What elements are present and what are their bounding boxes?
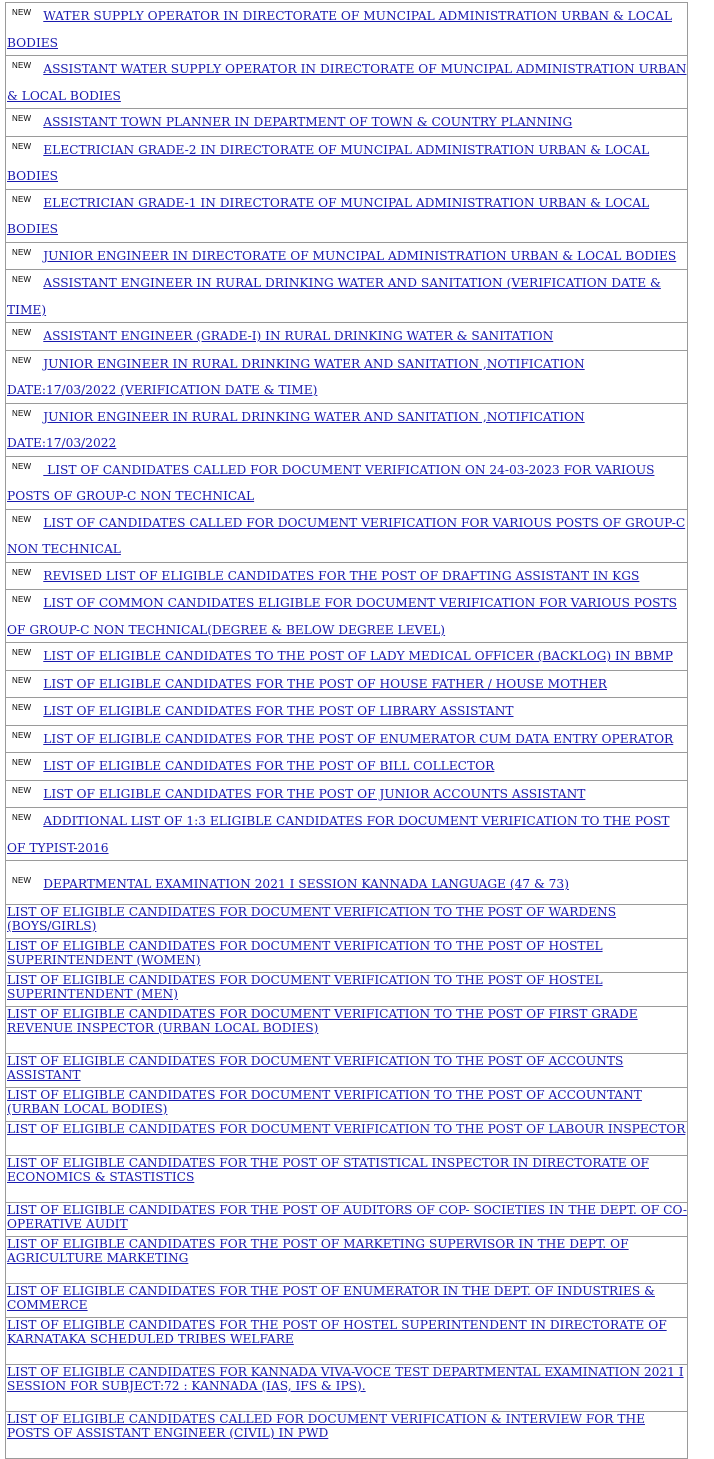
notice-link[interactable]: LIST OF ELIGIBLE CANDIDATES FOR THE POST OF BILL COLLECTOR xyxy=(43,759,495,773)
new-notice-cell-content xyxy=(7,190,687,242)
notice-link[interactable]: LIST OF ELIGIBLE CANDIDATES FOR DOCUMENT VERIFICATION TO THE POST OF WARDENS (BOYS/GIRLS) xyxy=(7,905,617,933)
notice-cell xyxy=(6,905,688,939)
notice-row xyxy=(6,1122,688,1156)
notice-link[interactable]: LIST OF ELIGIBLE CANDIDATES CALLED FOR DOCUMENT VERIFICATION & INTERVIEW FOR THE POSTS OF ASSISTANT ENGINEER (CIVIL) IN PWD xyxy=(7,1412,645,1440)
notice-cell xyxy=(6,1007,688,1054)
notice-link[interactable]: LIST OF ELIGIBLE CANDIDATES FOR THE POST OF ENUMERATOR CUM DATA ENTRY OPERATOR xyxy=(43,731,674,746)
new-notice-cell xyxy=(6,270,688,323)
notice-link[interactable]: ELECTRICIAN GRADE-2 IN DIRECTORATE OF MUNCIPAL ADMINISTRATION URBAN & LOCAL BODIES xyxy=(7,142,650,183)
new-notice-row xyxy=(6,323,688,351)
notice-link[interactable]: LIST OF ELIGIBLE CANDIDATES FOR THE POST OF JUNIOR ACCOUNTS ASSISTANT xyxy=(43,786,586,801)
notice-cell xyxy=(6,1122,688,1156)
notice-link[interactable]: LIST OF ELIGIBLE CANDIDATES FOR DOCUMENT VERIFICATION TO THE POST OF HOSTEL SUPERINTENDENT (MEN) xyxy=(7,973,603,1001)
new-notice-row xyxy=(6,753,688,781)
new-notice-row xyxy=(6,562,688,590)
new-notice-cell-content xyxy=(7,590,687,642)
new-badge-icon: NEW xyxy=(12,730,32,740)
notice-link[interactable]: ASSISTANT TOWN PLANNER IN DEPARTMENT OF TOWN & COUNTRY PLANNING xyxy=(43,115,573,129)
notice-row xyxy=(6,1054,688,1088)
notice-cell xyxy=(6,1054,688,1088)
new-badge-icon: NEW xyxy=(12,141,32,151)
new-notice-row xyxy=(6,670,688,698)
new-notice-cell-content xyxy=(7,643,687,670)
new-notice-row xyxy=(6,725,688,753)
new-notice-row xyxy=(6,861,688,905)
new-badge-icon: NEW xyxy=(12,61,32,70)
new-notice-cell-content xyxy=(7,323,687,350)
notice-link[interactable]: LIST OF ELIGIBLE CANDIDATES FOR DOCUMENT VERIFICATION TO THE POST OF ACCOUNTS ASSISTANT xyxy=(7,1054,624,1082)
new-notice-row xyxy=(6,698,688,726)
notice-link[interactable]: LIST OF ELIGIBLE CANDIDATES FOR THE POST OF ENUMERATOR IN THE DEPT. OF INDUSTRIES & COMMERCE xyxy=(7,1284,655,1312)
new-notice-cell-content xyxy=(7,56,687,108)
new-notice-row xyxy=(6,189,688,242)
notice-link[interactable]: DEPARTMENTAL EXAMINATION 2021 I SESSION KANNADA LANGUAGE (47 & 73) xyxy=(43,877,569,891)
notice-link[interactable]: ASSISTANT WATER SUPPLY OPERATOR IN DIRECTORATE OF MUNCIPAL ADMINISTRATION URBAN & LOCAL BODIES xyxy=(7,62,687,103)
notice-row xyxy=(6,905,688,939)
new-notice-cell-content xyxy=(7,861,687,898)
new-badge-icon: NEW xyxy=(12,703,32,712)
new-badge-icon: NEW xyxy=(12,461,32,471)
new-notice-cell xyxy=(6,350,688,403)
new-badge-icon: NEW xyxy=(12,758,32,767)
new-notice-row xyxy=(6,270,688,323)
new-badge-icon: NEW xyxy=(12,675,32,685)
new-notice-cell-content xyxy=(7,351,687,403)
notice-link[interactable]: LIST OF COMMON CANDIDATES ELIGIBLE FOR DOCUMENT VERIFICATION FOR VARIOUS POSTS OF GROUP-C NON TECHNICAL(DEGREE & BELOW DEGREE LEVEL) xyxy=(7,596,677,637)
notice-cell-content xyxy=(7,1365,687,1392)
new-notice-row xyxy=(6,808,688,861)
notice-link[interactable]: LIST OF CANDIDATES CALLED FOR DOCUMENT VERIFICATION FOR VARIOUS POSTS OF GROUP-C NON TECHNICAL xyxy=(7,515,686,556)
notice-cell-content xyxy=(7,1088,687,1115)
notice-cell xyxy=(6,973,688,1007)
new-notice-cell-content xyxy=(7,726,687,753)
notices-table xyxy=(5,2,688,1459)
notice-row xyxy=(6,1088,688,1122)
new-badge-icon: NEW xyxy=(12,8,32,17)
notice-link[interactable]: LIST OF ELIGIBLE CANDIDATES FOR THE POST OF HOSTEL SUPERINTENDENT IN DIRECTORATE OF KARNATAKA SCHEDULED TRIBES WELFARE xyxy=(7,1318,667,1346)
new-notice-cell-content xyxy=(7,671,687,698)
new-notice-cell-content xyxy=(7,510,687,562)
notice-link[interactable]: LIST OF ELIGIBLE CANDIDATES FOR THE POST OF LIBRARY ASSISTANT xyxy=(43,704,514,718)
new-notice-row xyxy=(6,56,688,109)
notice-link[interactable]: JUNIOR ENGINEER IN RURAL DRINKING WATER AND SANITATION ,NOTIFICATION DATE:17/03/2022 xyxy=(7,409,585,450)
new-notice-cell xyxy=(6,725,688,753)
notice-cell-content xyxy=(7,1156,687,1183)
new-notice-cell xyxy=(6,56,688,109)
new-notice-row xyxy=(6,780,688,808)
notice-cell-content xyxy=(7,905,687,932)
new-notice-cell-content xyxy=(7,3,687,55)
notice-link[interactable]: LIST OF ELIGIBLE CANDIDATES FOR DOCUMENT VERIFICATION TO THE POST OF HOSTEL SUPERINTENDENT (WOMEN) xyxy=(7,939,603,967)
notice-link[interactable]: LIST OF ELIGIBLE CANDIDATES TO THE POST OF LADY MEDICAL OFFICER (BACKLOG) IN BBMP xyxy=(43,649,673,663)
new-badge-icon: NEW xyxy=(12,247,32,257)
new-notice-cell xyxy=(6,136,688,189)
notice-cell xyxy=(6,1365,688,1412)
new-notice-row xyxy=(6,643,688,671)
new-notice-cell-content xyxy=(7,109,687,136)
new-badge-icon: NEW xyxy=(12,813,32,822)
new-notice-cell-content xyxy=(7,808,687,860)
notice-link[interactable]: LIST OF ELIGIBLE CANDIDATES FOR THE POST OF HOUSE FATHER / HOUSE MOTHER xyxy=(43,676,607,691)
notice-link[interactable]: LIST OF ELIGIBLE CANDIDATES FOR THE POST OF MARKETING SUPERVISOR IN THE DEPT. OF AGRICULTURE MARKETING xyxy=(7,1237,629,1265)
new-notice-row xyxy=(6,456,688,509)
new-badge-icon: NEW xyxy=(12,595,32,604)
new-notice-cell-content xyxy=(7,781,687,808)
new-notice-row xyxy=(6,403,688,456)
new-notice-cell-content xyxy=(7,243,687,270)
notice-row xyxy=(6,1284,688,1318)
new-badge-icon: NEW xyxy=(12,355,32,365)
new-badge-icon: NEW xyxy=(12,876,32,885)
notice-cell-content xyxy=(7,1412,687,1439)
new-notice-row xyxy=(6,509,688,562)
notice-link[interactable]: LIST OF ELIGIBLE CANDIDATES FOR DOCUMENT VERIFICATION TO THE POST OF ACCOUNTANT (URBAN LOCAL BODIES) xyxy=(7,1088,642,1116)
notice-cell xyxy=(6,1088,688,1122)
notice-cell-content xyxy=(7,1122,687,1136)
notice-link[interactable]: JUNIOR ENGINEER IN DIRECTORATE OF MUNCIPAL ADMINISTRATION URBAN & LOCAL BODIES xyxy=(43,248,677,263)
notice-link[interactable]: LIST OF ELIGIBLE CANDIDATES FOR THE POST OF STATISTICAL INSPECTOR IN DIRECTORATE OF ECONOMICS & STASTISTICS xyxy=(7,1156,649,1184)
notice-link[interactable]: LIST OF ELIGIBLE CANDIDATES FOR DOCUMENT VERIFICATION TO THE POST OF LABOUR INSPECTOR xyxy=(7,1122,686,1136)
notice-cell-content xyxy=(7,1007,687,1034)
new-notice-cell xyxy=(6,456,688,509)
new-notice-cell xyxy=(6,403,688,456)
notice-cell xyxy=(6,1156,688,1203)
new-notice-cell-content xyxy=(7,457,687,509)
new-notice-cell xyxy=(6,780,688,808)
notices-table-body xyxy=(6,3,688,1459)
new-notice-cell xyxy=(6,189,688,242)
new-notice-cell xyxy=(6,109,688,137)
notice-row xyxy=(6,939,688,973)
new-notice-row xyxy=(6,242,688,270)
new-notice-row xyxy=(6,3,688,56)
new-badge-icon: NEW xyxy=(12,275,32,284)
notice-link[interactable]: ASSISTANT ENGINEER IN RURAL DRINKING WATER AND SANITATION (VERIFICATION DATE & TIME) xyxy=(7,276,661,317)
notice-row xyxy=(6,973,688,1007)
notice-row xyxy=(6,1007,688,1054)
notice-cell xyxy=(6,1412,688,1459)
new-notice-cell xyxy=(6,861,688,905)
notice-row xyxy=(6,1318,688,1365)
new-notice-cell-content xyxy=(7,137,687,189)
new-notice-cell-content xyxy=(7,753,687,780)
new-notice-cell xyxy=(6,643,688,671)
new-notice-cell xyxy=(6,590,688,643)
new-notice-row xyxy=(6,590,688,643)
new-notice-cell xyxy=(6,562,688,590)
notice-cell-content xyxy=(7,1284,687,1311)
notice-list-container xyxy=(5,2,688,1459)
new-notice-cell-content xyxy=(7,563,687,590)
notice-row xyxy=(6,1156,688,1203)
notice-cell xyxy=(6,1284,688,1318)
new-notice-cell-content xyxy=(7,698,687,725)
new-badge-icon: NEW xyxy=(12,408,32,418)
notice-row xyxy=(6,1203,688,1237)
new-badge-icon: NEW xyxy=(12,785,32,795)
new-notice-row xyxy=(6,109,688,137)
notice-link[interactable]: LIST OF ELIGIBLE CANDIDATES FOR DOCUMENT VERIFICATION TO THE POST OF FIRST GRADE REVENUE INSPECTOR (URBAN LOCAL BODIES) xyxy=(7,1007,638,1035)
notice-cell xyxy=(6,1203,688,1237)
notice-link[interactable]: LIST OF ELIGIBLE CANDIDATES FOR THE POST OF AUDITORS OF COP- SOCIETIES IN THE DEPT. OF CO-OPERATIVE AUDIT xyxy=(7,1203,687,1231)
notice-link[interactable]: JUNIOR ENGINEER IN RURAL DRINKING WATER AND SANITATION ,NOTIFICATION DATE:17/03/2022 (VERIFICATION DATE & TIME) xyxy=(7,356,585,397)
new-badge-icon: NEW xyxy=(12,567,32,577)
notice-cell-content xyxy=(7,1054,687,1081)
new-notice-cell xyxy=(6,509,688,562)
new-notice-cell xyxy=(6,323,688,351)
new-notice-cell xyxy=(6,698,688,726)
new-notice-cell xyxy=(6,670,688,698)
notice-cell-content xyxy=(7,1318,687,1345)
notice-link[interactable]: LIST OF CANDIDATES CALLED FOR DOCUMENT VERIFICATION ON 24-03-2023 FOR VARIOUS POSTS OF GROUP-C NON TECHNICAL xyxy=(7,462,655,503)
new-notice-cell-content xyxy=(7,404,687,456)
notice-row xyxy=(6,1412,688,1459)
notice-cell xyxy=(6,1318,688,1365)
new-badge-icon: NEW xyxy=(12,514,32,524)
notice-link[interactable]: REVISED LIST OF ELIGIBLE CANDIDATES FOR THE POST OF DRAFTING ASSISTANT IN KGS xyxy=(43,568,640,583)
new-notice-row xyxy=(6,350,688,403)
new-notice-cell-content xyxy=(7,270,687,322)
notice-cell-content xyxy=(7,939,687,966)
notice-link[interactable]: ELECTRICIAN GRADE-1 IN DIRECTORATE OF MUNCIPAL ADMINISTRATION URBAN & LOCAL BODIES xyxy=(7,195,650,236)
notice-link[interactable]: ASSISTANT ENGINEER (GRADE-I) IN RURAL DRINKING WATER & SANITATION xyxy=(43,329,554,343)
notice-cell-content xyxy=(7,973,687,1000)
notice-row xyxy=(6,1365,688,1412)
new-notice-cell xyxy=(6,242,688,270)
notice-cell xyxy=(6,1237,688,1284)
new-notice-row xyxy=(6,136,688,189)
new-badge-icon: NEW xyxy=(12,114,32,123)
notice-link[interactable]: WATER SUPPLY OPERATOR IN DIRECTORATE OF MUNCIPAL ADMINISTRATION URBAN & LOCAL BODIES xyxy=(7,9,672,50)
new-notice-cell xyxy=(6,3,688,56)
notice-cell xyxy=(6,939,688,973)
notice-cell-content xyxy=(7,1203,687,1230)
notice-row xyxy=(6,1237,688,1284)
notice-link[interactable]: LIST OF ELIGIBLE CANDIDATES FOR KANNADA VIVA-VOCE TEST DEPARTMENTAL EXAMINATION 2021 I SESSION FOR SUBJECT:72 : KANNADA (IAS, IFS & IPS). xyxy=(7,1365,684,1393)
notice-link[interactable]: ADDITIONAL LIST OF 1:3 ELIGIBLE CANDIDATES FOR DOCUMENT VERIFICATION TO THE POST OF TYPIST-2016 xyxy=(7,814,670,855)
new-badge-icon: NEW xyxy=(12,328,32,337)
new-badge-icon: NEW xyxy=(12,194,32,204)
new-badge-icon: NEW xyxy=(12,648,32,657)
notice-cell-content xyxy=(7,1237,687,1264)
new-notice-cell xyxy=(6,808,688,861)
new-notice-cell xyxy=(6,753,688,781)
